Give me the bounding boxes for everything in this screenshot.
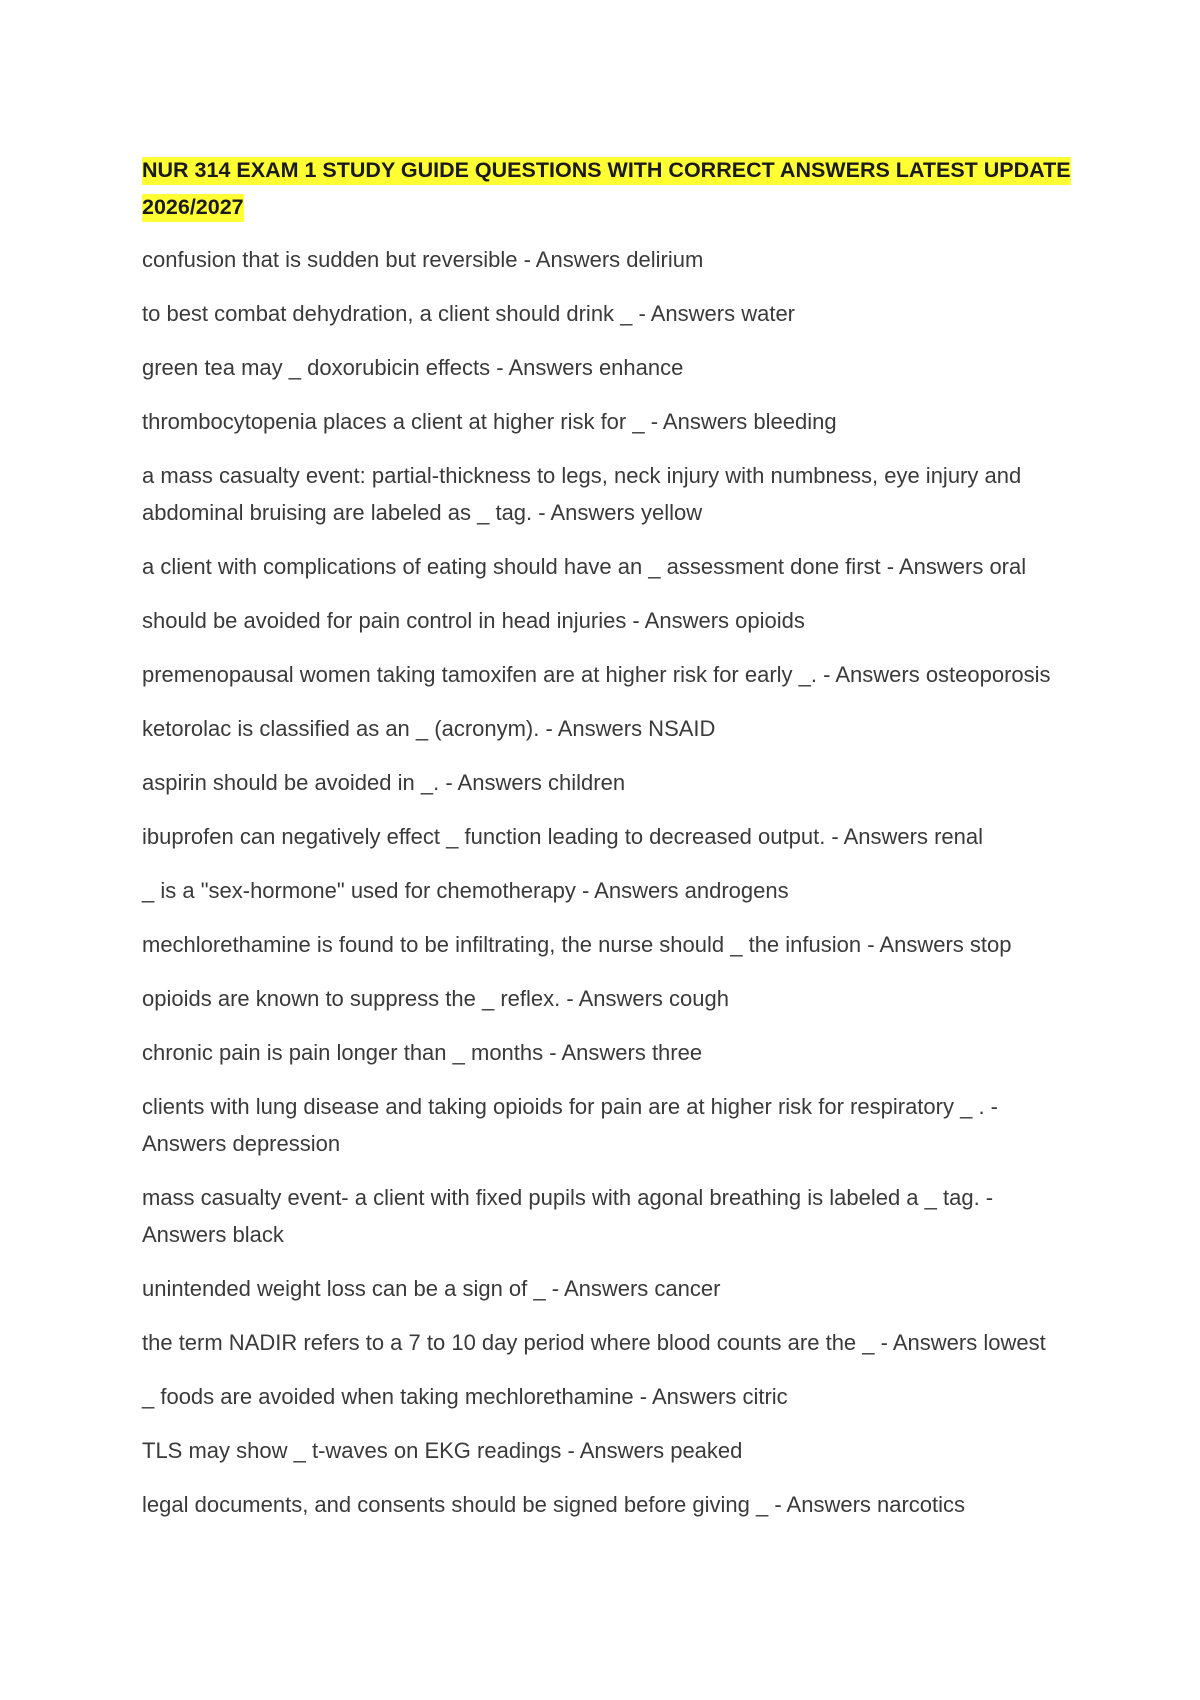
list-item: to best combat dehydration, a client should drink _ - Answers water — [142, 301, 796, 326]
list-item: opioids are known to suppress the _ reflex. - Answers cough — [142, 986, 729, 1011]
list-item: a mass casualty event: partial-thickness to legs, neck injury with numbness, eye injury and abdominal bruising are labeled as _ tag. - Answers yellow — [142, 463, 1022, 525]
list-item: confusion that is sudden but reversible - Answers delirium — [142, 247, 704, 272]
question-answer-list — [142, 241, 1072, 1523]
list-item: _ is a "sex-hormone" used for chemotherapy - Answers androgens — [142, 878, 789, 903]
list-item: chronic pain is pain longer than _ months - Answers three — [142, 1040, 703, 1065]
document-title — [142, 152, 1072, 226]
list-item: ibuprofen can negatively effect _ function leading to decreased output. - Answers renal — [142, 824, 984, 849]
document-body — [142, 152, 1072, 1540]
list-item: mass casualty event- a client with fixed pupils with agonal breathing is labeled a _ tag. - Answers black — [142, 1185, 994, 1247]
list-item: thrombocytopenia places a client at higher risk for _ - Answers bleeding — [142, 409, 837, 434]
list-item: ketorolac is classified as an _ (acronym). - Answers NSAID — [142, 716, 716, 741]
list-item: mechlorethamine is found to be infiltrating, the nurse should _ the infusion - Answers stop — [142, 932, 1012, 957]
list-item: premenopausal women taking tamoxifen are at higher risk for early _. - Answers osteoporosis — [142, 662, 1051, 687]
list-item: TLS may show _ t-waves on EKG readings - Answers peaked — [142, 1438, 743, 1463]
list-item: legal documents, and consents should be signed before giving _ - Answers narcotics — [142, 1492, 966, 1517]
list-item: aspirin should be avoided in _. - Answers children — [142, 770, 626, 795]
list-item: the term NADIR refers to a 7 to 10 day period where blood counts are the _ - Answers lowest — [142, 1330, 1046, 1355]
list-item: _ foods are avoided when taking mechlorethamine - Answers citric — [142, 1384, 788, 1409]
list-item: clients with lung disease and taking opioids for pain are at higher risk for respiratory _ . - Answers depression — [142, 1094, 998, 1156]
list-item: unintended weight loss can be a sign of _ - Answers cancer — [142, 1276, 721, 1301]
document-title-text: NUR 314 EXAM 1 STUDY GUIDE QUESTIONS WITH CORRECT ANSWERS LATEST UPDATE 2026/2027 — [142, 157, 1071, 222]
list-item: a client with complications of eating should have an _ assessment done first - Answers oral — [142, 554, 1027, 579]
list-item: should be avoided for pain control in head injuries - Answers opioids — [142, 608, 805, 633]
list-item: green tea may _ doxorubicin effects - Answers enhance — [142, 355, 684, 380]
